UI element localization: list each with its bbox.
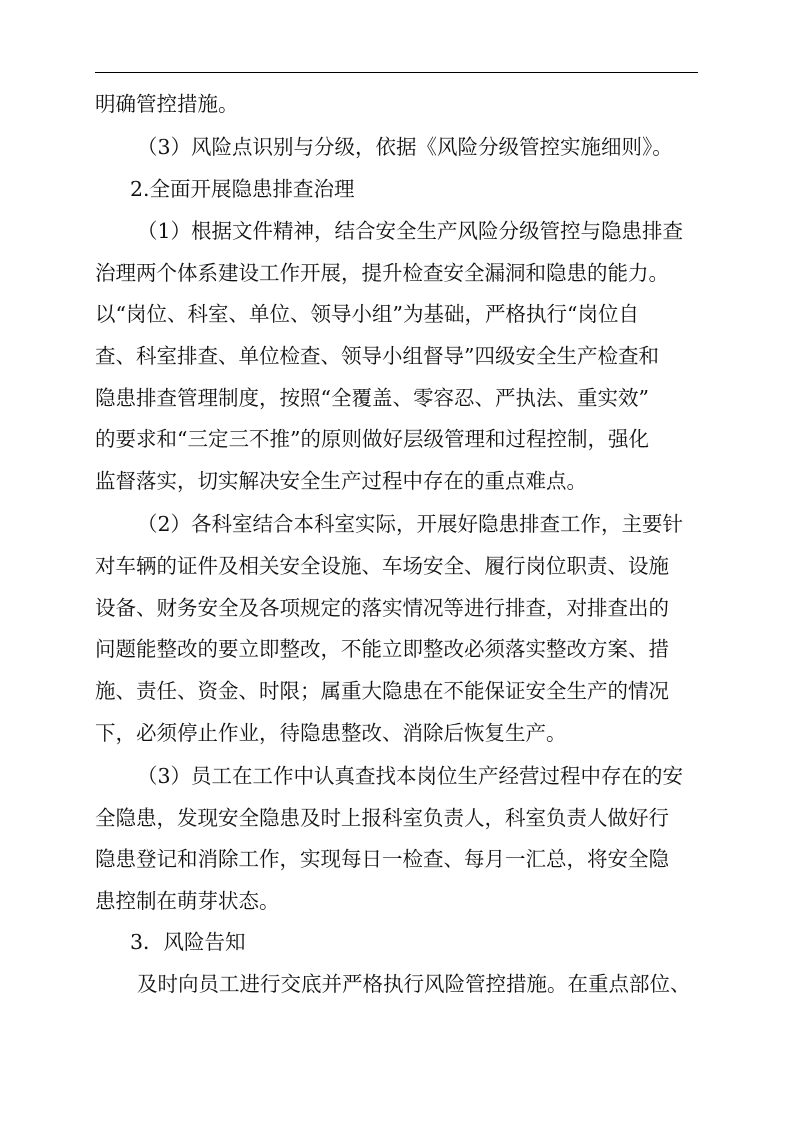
paragraph-line: 对车辆的证件及相关安全设施、车场安全、履行岗位职责、设施 bbox=[95, 554, 669, 578]
paragraph-line: 以“岗位、科室、单位、领导小组”为基础，严格执行“岗位自 bbox=[95, 302, 639, 326]
paragraph-line: 施、责任、资金、时限；属重大隐患在不能保证安全生产的情况 bbox=[95, 679, 669, 703]
paragraph-line: 全隐患，发现安全隐患及时上报科室负责人，科室负责人做好行 bbox=[95, 806, 669, 830]
paragraph-line: （3）风险点识别与分级，依据《风险分级管控实施细则》。 bbox=[137, 135, 673, 159]
section-heading: 2.全面开展隐患排查治理 bbox=[130, 177, 355, 201]
paragraph-line: 及时向员工进行交底并严格执行风险管控措施。在重点部位、 bbox=[137, 972, 691, 996]
paragraph-line: 患控制在萌芽状态。 bbox=[95, 889, 280, 913]
paragraph-line: （1）根据文件精神，结合安全生产风险分级管控与隐患排查 bbox=[137, 219, 684, 243]
section-heading: 3．风险告知 bbox=[130, 930, 246, 954]
paragraph-line: 下，必须停止作业，待隐患整改、消除后恢复生产。 bbox=[95, 721, 567, 745]
paragraph-line: 的要求和“三定三不推”的原则做好层级管理和过程控制，强化 bbox=[95, 427, 649, 451]
paragraph-line: 监督落实，切实解决安全生产过程中存在的重点难点。 bbox=[95, 469, 587, 493]
header-rule bbox=[95, 72, 698, 73]
paragraph-line: 查、科室排查、单位检查、领导小组督导”四级安全生产检查和 bbox=[95, 344, 659, 368]
paragraph-line: 隐患登记和消除工作，实现每日一检查、每月一汇总，将安全隐 bbox=[95, 847, 669, 871]
paragraph-line: （2）各科室结合本科室实际，开展好隐患排查工作，主要针 bbox=[137, 512, 684, 536]
paragraph-line: 隐患排查管理制度，按照“全覆盖、零容忍、严执法、重实效” bbox=[95, 386, 649, 410]
paragraph-line: 治理两个体系建设工作开展，提升检查安全漏洞和隐患的能力。 bbox=[95, 261, 669, 285]
paragraph-line: 问题能整改的要立即整改，不能立即整改必须落实整改方案、措 bbox=[95, 637, 669, 661]
paragraph-line: （3）员工在工作中认真查找本岗位生产经营过程中存在的安 bbox=[137, 764, 684, 788]
paragraph-line: 明确管控措施。 bbox=[95, 92, 239, 116]
paragraph-line: 设备、财务安全及各项规定的落实情况等进行排查，对排查出的 bbox=[95, 596, 669, 620]
